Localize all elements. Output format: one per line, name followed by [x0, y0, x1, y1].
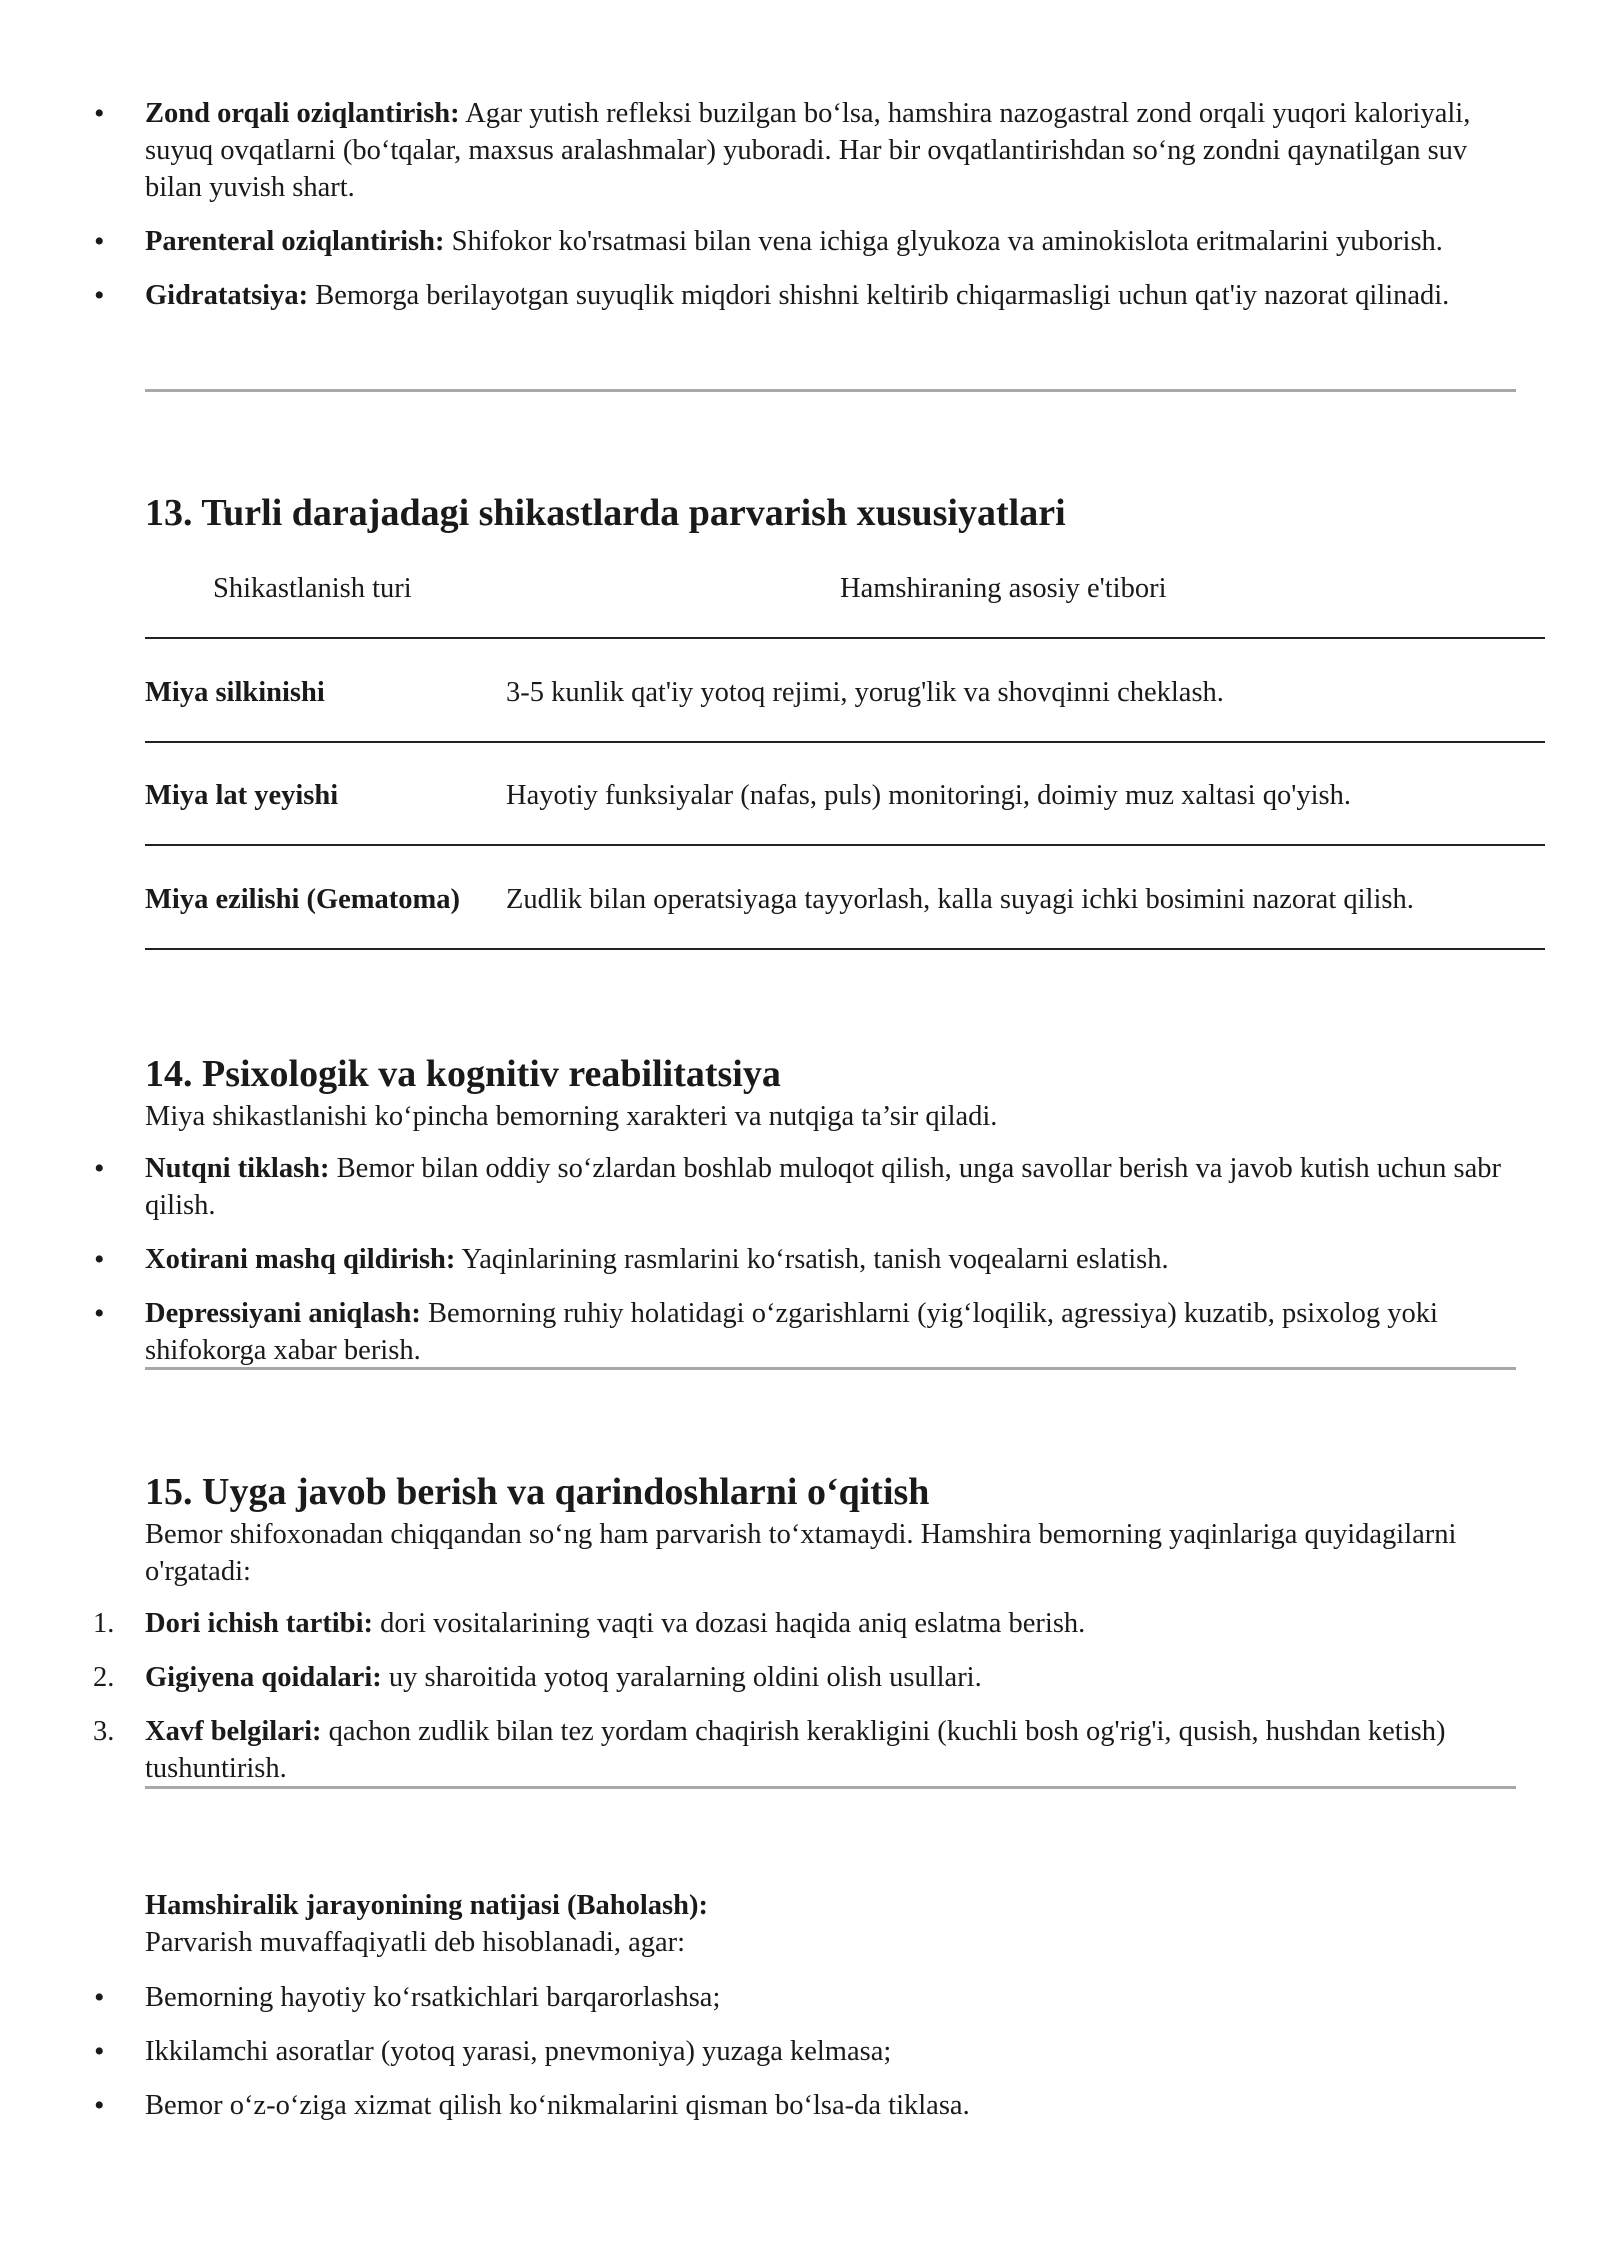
table-cell-focus: 3-5 kunlik qat'iy yotoq rejimi, yorug'lik va shovqinni cheklash. [506, 677, 1224, 708]
table-cell-focus: Zudlik bilan operatsiyaga tayyorlash, kalla suyagi ichki bosimini nazorat qilish. [506, 884, 1414, 915]
section-14-title: 14. Psixologik va kognitiv reabilitatsiya [145, 1053, 781, 1095]
list-item [145, 277, 1525, 314]
table-cell-type: Miya silkinishi [145, 677, 325, 708]
section-divider [145, 389, 1516, 392]
list-item [93, 1605, 1525, 1642]
list-item-text: Bemorga berilayotgan suyuqlik miqdori shishni keltirib chiqarmasligi uchun qat'iy nazorat qilinadi. [308, 280, 1450, 311]
table-header-focus: Hamshiraning asosiy e'tibori [840, 573, 1167, 604]
evaluation-title: Hamshiralik jarayonining natijasi (Baholash): [145, 1890, 708, 1921]
evaluation-intro: Parvarish muvaffaqiyatli deb hisoblanadi, agar: [145, 1927, 686, 1958]
list-item-term: Depressiyani aniqlash: [145, 1298, 421, 1329]
list-item [145, 1241, 1525, 1278]
list-item [145, 1150, 1525, 1224]
list-item-text: Yaqinlarining rasmlarini ko‘rsatish, tanish voqealarni eslatish. [455, 1244, 1169, 1275]
section-13-title: 13. Turli darajadagi shikastlarda parvarish xususiyatlari [145, 492, 1066, 534]
discharge-list-section [93, 1605, 1545, 1804]
list-item [93, 1713, 1525, 1787]
table-rule [145, 844, 1545, 846]
table-header-type: Shikastlanish turi [213, 573, 412, 604]
list-item-term: Gigiyena qoidalari: [145, 1662, 382, 1693]
section-divider [145, 1367, 1516, 1370]
section-divider [145, 1786, 1516, 1789]
list-item: • Bemorning hayotiy ko‘rsatkichlari barqarorlashsa; [145, 1979, 1545, 2016]
discharge-list [93, 1605, 1545, 1787]
section-15-title: 15. Uyga javob berish va qarindoshlarni o‘qitish [145, 1471, 930, 1513]
section-15-intro: Bemor shifoxonadan chiqqandan so‘ng ham parvarish to‘xtamaydi. Hamshira bemorning yaqinlariga quyidagilarni o'rgatadi: [145, 1519, 1457, 1587]
list-item-term: Nutqni tiklash: [145, 1153, 330, 1184]
list-item-term: Xotirani mashq qildirish: [145, 1244, 456, 1275]
list-item [145, 1295, 1525, 1369]
list-item [93, 1659, 1525, 1696]
table-rule [145, 948, 1545, 950]
list-item [145, 95, 1525, 206]
section-14-intro: Miya shikastlanishi ko‘pincha bemorning xarakteri va nutqiga ta’sir qiladi. [145, 1101, 998, 1132]
list-item-term: Dori ichish tartibi: [145, 1608, 373, 1639]
table-cell-focus: Hayotiy funksiyalar (nafas, puls) monitoringi, doimiy muz xaltasi qo'yish. [506, 780, 1351, 811]
nutrition-list [145, 95, 1545, 314]
list-item-number: 1. [93, 1608, 115, 1639]
evaluation-list [145, 1979, 1545, 2124]
list-item-text: Shifokor ko'rsatmasi bilan vena ichiga glyukoza va aminokislota eritmalarini yuborish. [444, 226, 1443, 257]
list-item-term: Parenteral oziqlantirish: [145, 226, 445, 257]
list-item [145, 223, 1525, 260]
evaluation-list-section [145, 1979, 1545, 2141]
list-item-text: Bemorning ruhiy holatidagi o‘zgarishlarni (yig‘loqilik, agressiya) kuzatib, psixolog yoki shifokorga xabar berish. [145, 1298, 1438, 1366]
table-cell-type: Miya ezilishi (Gematoma) [145, 884, 461, 915]
list-item-text: Bemor bilan oddiy so‘zlardan boshlab muloqot qilish, unga savollar berish va javob kutish uchun sabr qilish. [145, 1153, 1501, 1221]
rehab-list-section [145, 1150, 1545, 1386]
list-item-term: Xavf belgilari: [145, 1716, 322, 1747]
list-item-number: 3. [93, 1716, 115, 1747]
list-item-term: Zond orqali oziqlantirish: [145, 98, 460, 129]
list-item-text: uy sharoitida yotoq yaralarning oldini olish usullari. [381, 1662, 982, 1693]
list-item: • Bemor o‘z-o‘ziga xizmat qilish ko‘nikmalarini qisman bo‘lsa-da tiklasa. [145, 2087, 1545, 2124]
table-cell-type: Miya lat yeyishi [145, 780, 339, 811]
list-item-term: Gidratatsiya: [145, 280, 309, 311]
table-rule [145, 741, 1545, 743]
list-item-text: qachon zudlik bilan tez yordam chaqirish kerakligini (kuchli bosh og'rig'i, qusish, hushdan ketish) tushuntirish. [145, 1716, 1446, 1784]
list-item-text: dori vositalarining vaqti va dozasi haqida aniq eslatma berish. [373, 1608, 1086, 1639]
table-rule [145, 637, 1545, 639]
list-item-number: 2. [93, 1662, 115, 1693]
list-item: • Ikkilamchi asoratlar (yotoq yarasi, pnevmoniya) yuzaga kelmasa; [145, 2033, 1545, 2070]
rehab-list [145, 1150, 1545, 1369]
nutrition-list-section [145, 95, 1545, 331]
list-item-text: Agar yutish refleksi buzilgan bo‘lsa, hamshira nazogastral zond orqali yuqori kaloriyali, suyuq ovqatlarni (bo‘tqalar, maxsus aralashmalar) yuboradi. Har bir ovqatlantirishdan so‘ng zondni qaynatilgan suv bilan yuvish shart. [145, 98, 1471, 203]
